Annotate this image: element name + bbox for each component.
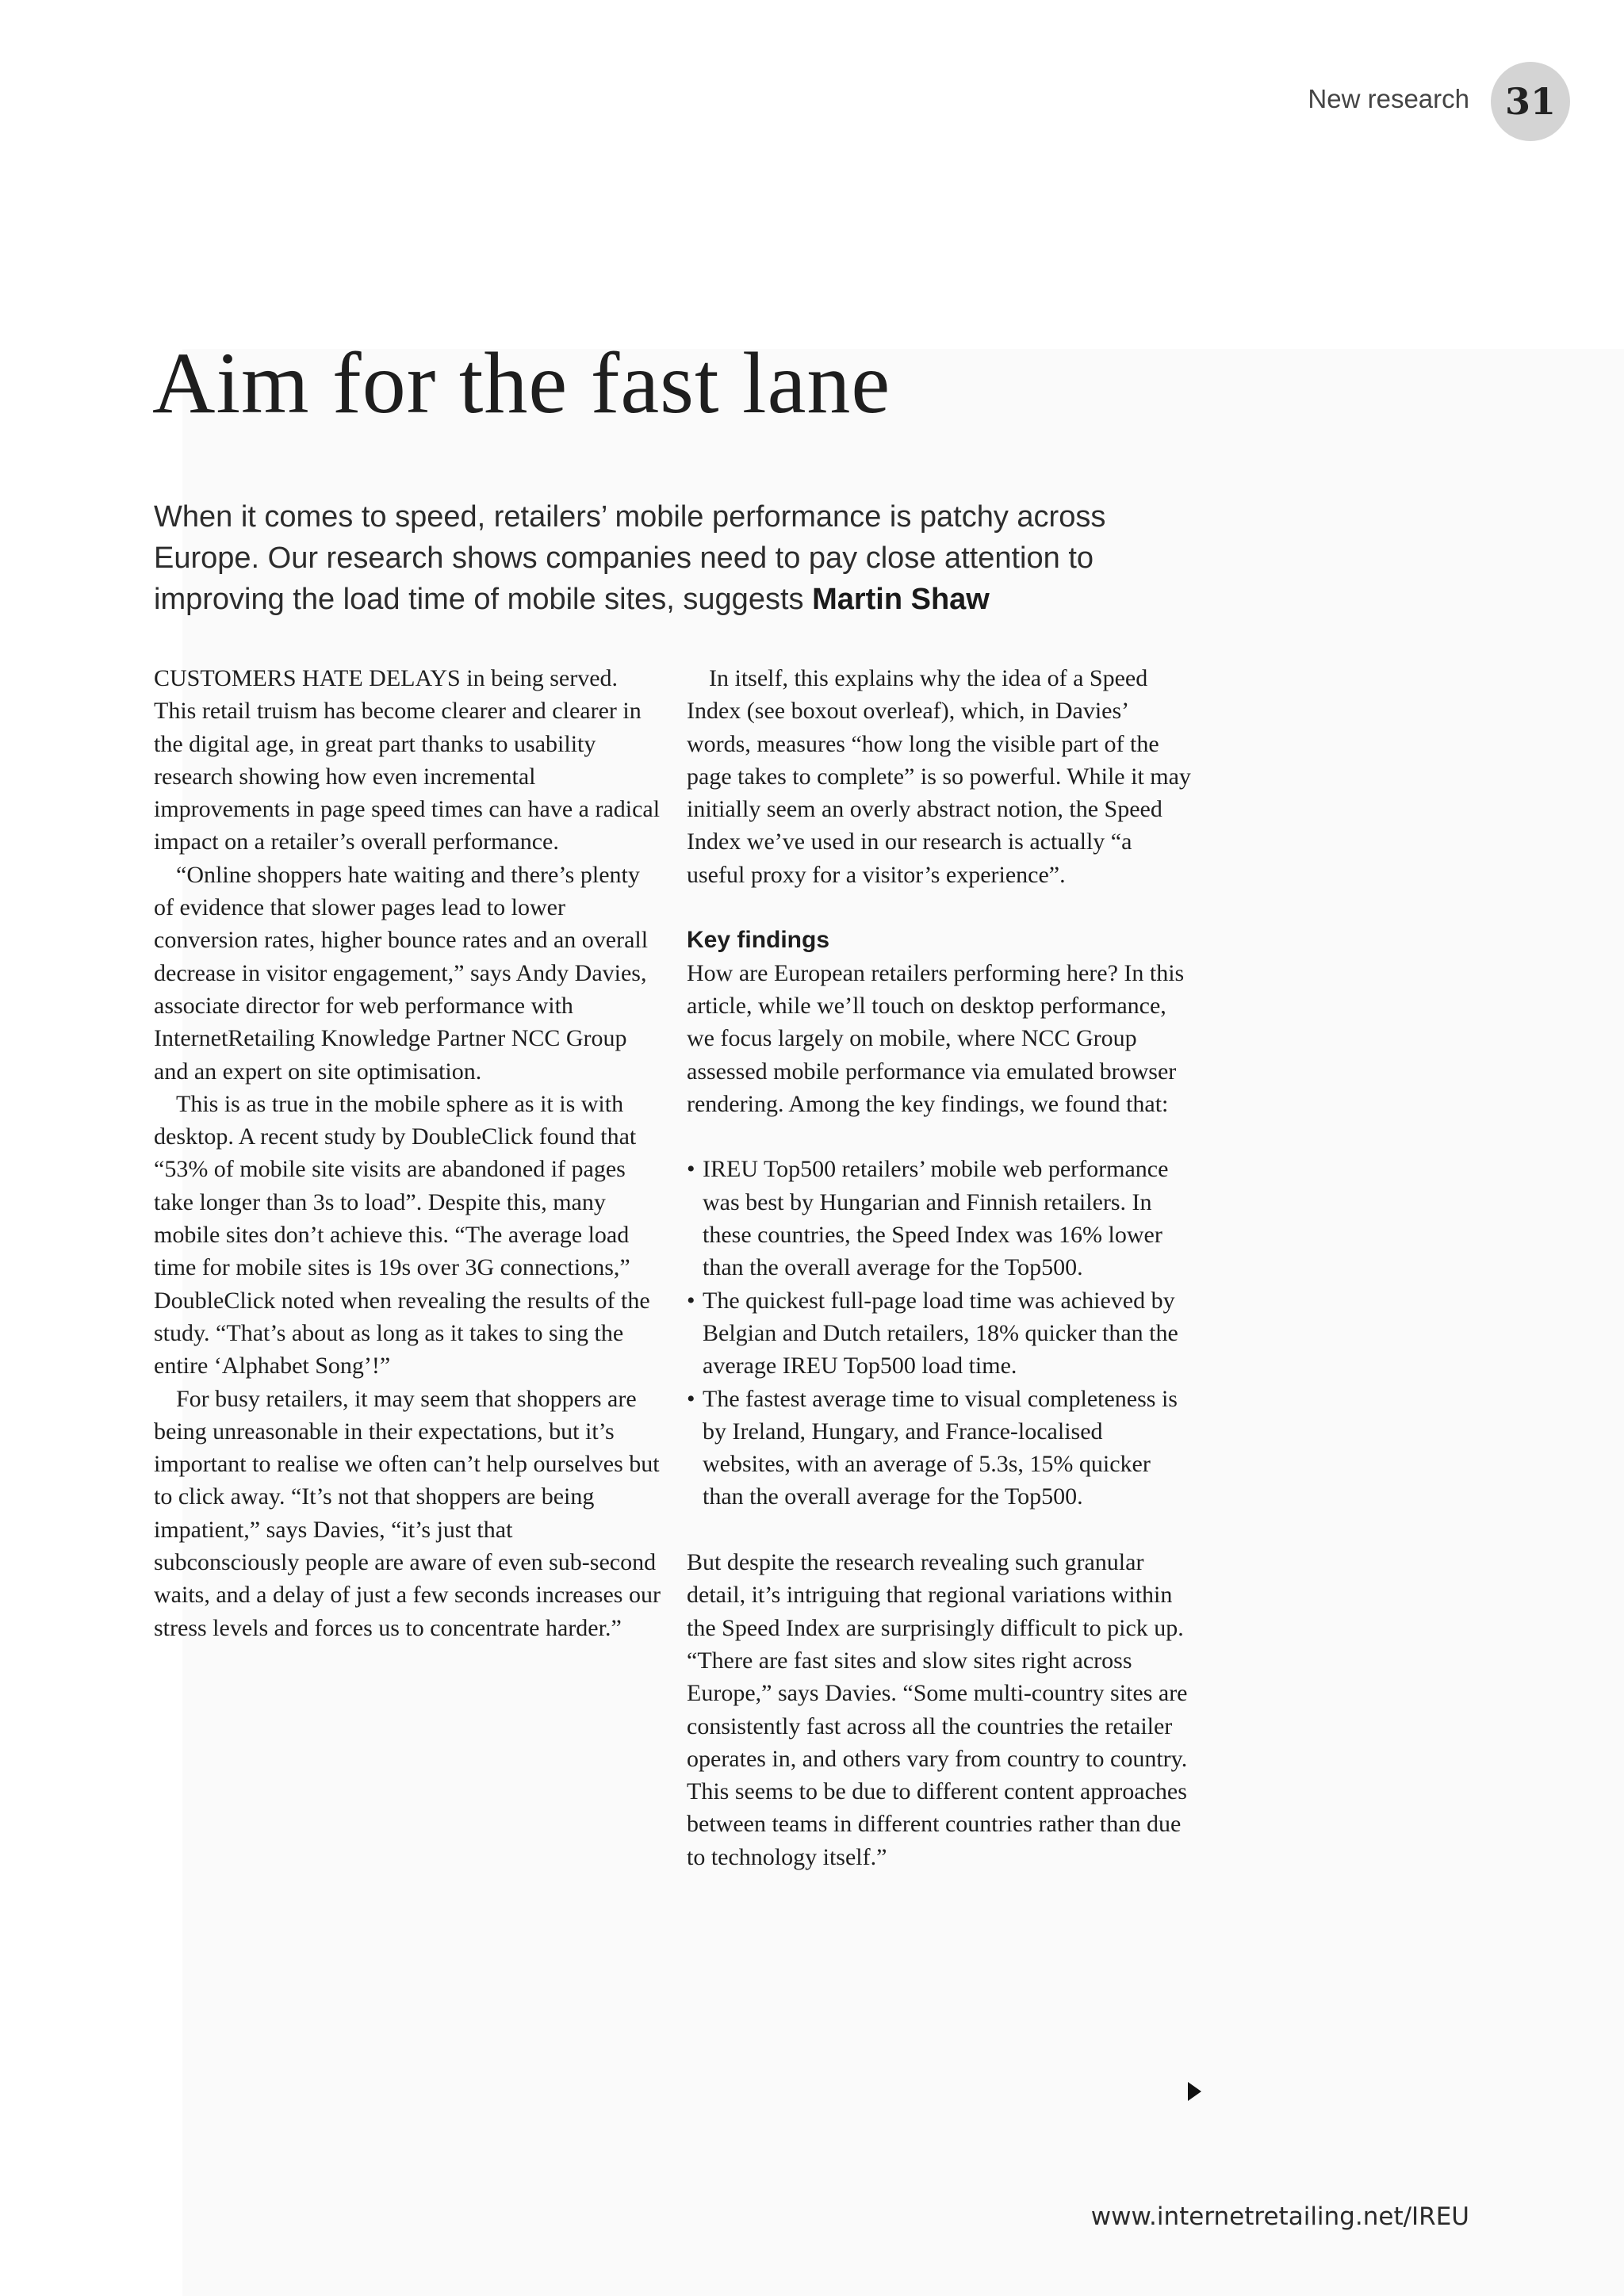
body-paragraph: CUSTOMERS HATE DELAYS in being served. This retail truism has become clearer and clearer in the digital age, in great part thanks to usability research showing how even incremental improvements in page speed times can have a radical impact on a retailer’s overall performance.: [154, 665, 661, 855]
findings-intro: How are European retailers performing here? In this article, while we’ll touch on desktop performance, we focus largely on mobile, where NCC Group assessed mobile performance via emulated browser rendering. Among the key findings, we found that:: [687, 959, 1185, 1117]
list-item-text: The fastest average time to visual completeness is by Ireland, Hungary, and France-localised websites, with an average of 5.3s, 15% quicker than the overall average for the Top500.: [703, 1385, 1178, 1510]
article-title: Aim for the fast lane: [152, 335, 891, 431]
findings-list: [687, 1153, 1194, 1513]
page-number-badge: 31: [1491, 62, 1570, 141]
standfirst-text: When it comes to speed, retailers’ mobile performance is patchy across Europe. Our research shows companies need to pay close attention to improving the load time of mobile sites, suggests: [154, 500, 1106, 616]
list-item: [687, 1383, 1194, 1513]
body-paragraph: But despite the research revealing such granular detail, it’s intriguing that regional variations within the Speed Index are surprisingly difficult to pick up. “There are fast sites and slow sites right across Europe,” says Davies. “Some multi-country sites are consistently fast across all the countries the retailer operates in, and others vary from country to country. This seems to be due to different content approaches between teams in different countries rather than due to technology itself.”: [687, 1549, 1188, 1870]
standfirst: [154, 496, 1177, 620]
section-label: New research: [1308, 84, 1469, 113]
body-paragraph: In itself, this explains why the idea of a Speed Index (see boxout overleaf), which, in Davies’ words, measures “how long the visible part of the page takes to complete” is so powerful. While it may initially seem an overly abstract notion, the Speed Index we’ve used in our research is actually “a useful proxy for a visitor’s experience”.: [687, 665, 1191, 888]
list-item: [687, 1153, 1194, 1284]
list-item-text: The quickest full-page load time was achieved by Belgian and Dutch retailers, 18% quicker than the average IREU Top500 load time.: [703, 1287, 1178, 1380]
bullet-icon: •: [687, 1385, 695, 1412]
author-name: Martin Shaw: [812, 583, 990, 616]
right-column: [687, 662, 1194, 1873]
body-paragraph: “Online shoppers hate waiting and there’s plenty of evidence that slower pages lead to lower conversion rates, higher bounce rates and an overall decrease in visitor engagement,” says Andy Davies, associate director for web performance with InternetRetailing Knowledge Partner NCC Group and an expert on site optimisation.: [154, 861, 649, 1085]
body-paragraph: This is as true in the mobile sphere as it is with desktop. A recent study by DoubleClick found that “53% of mobile site visits are abandoned if pages take longer than 3s to load”. Despite this, many mobile sites don’t achieve this. “The average load time for mobile sites is 19s over 3G connections,” DoubleClick noted when revealing the results of the study. “That’s about as long as it takes to sing the entire ‘Alphabet Song’!”: [154, 1090, 650, 1380]
bullet-icon: •: [687, 1156, 695, 1183]
key-findings-heading: Key findings: [687, 927, 830, 954]
list-item-text: IREU Top500 retailers’ mobile web performance was best by Hungarian and Finnish retailers. In these countries, the Speed Index was 16% lower than the overall average for the Top500.: [703, 1156, 1169, 1281]
continue-arrow-icon[interactable]: [1188, 2082, 1201, 2101]
footer-url[interactable]: www.internetretailing.net/IREU: [1090, 2202, 1469, 2231]
left-column: [154, 662, 661, 1644]
body-paragraph: For busy retailers, it may seem that shoppers are being unreasonable in their expectations, but it’s important to realise we often can’t help ourselves but to click away. “It’s not that shoppers are being impatient,” says Davies, “it’s just that subconsciously people are aware of even sub-second waits, and a delay of just a few seconds increases our stress levels and forces us to concentrate harder.”: [154, 1385, 661, 1641]
bullet-icon: •: [687, 1287, 695, 1314]
list-item: [687, 1284, 1194, 1383]
